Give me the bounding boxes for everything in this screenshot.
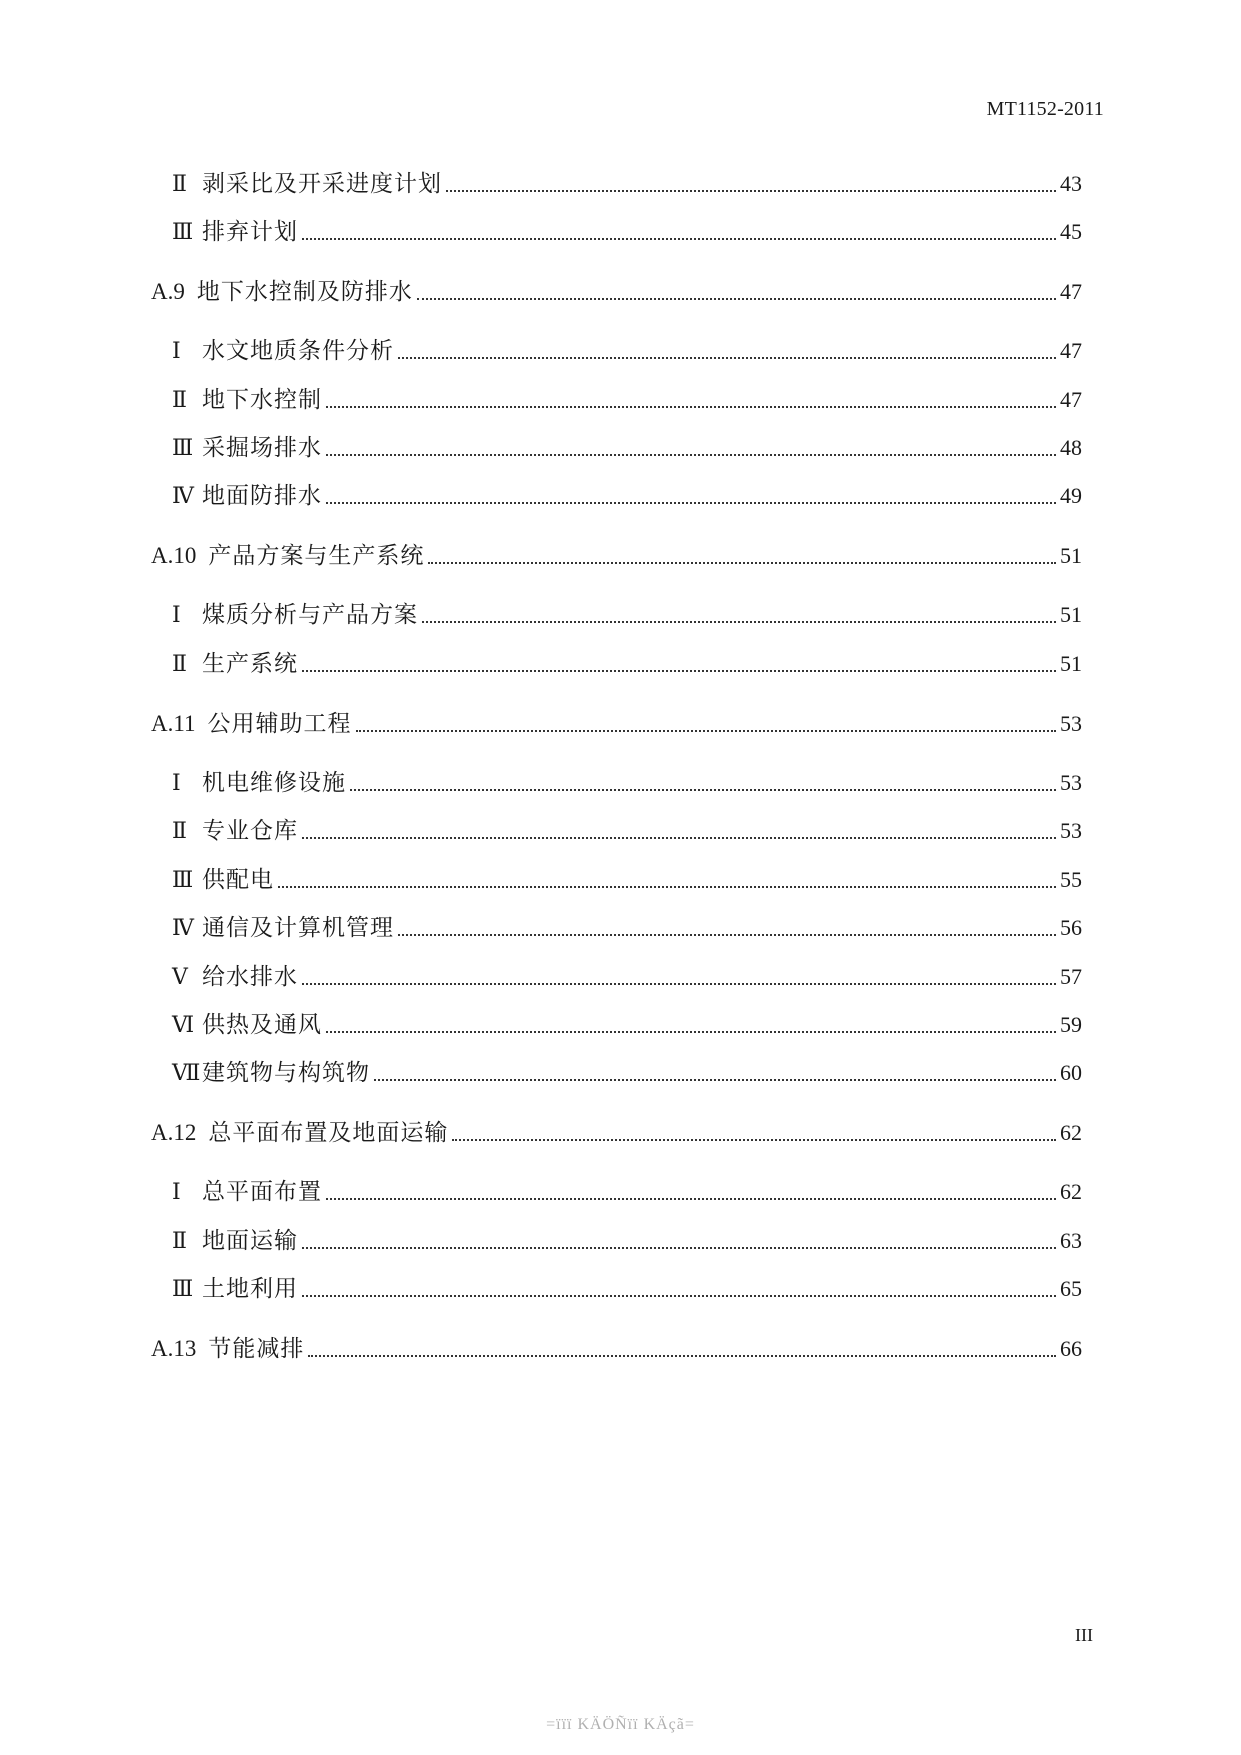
toc-entry[interactable] bbox=[151, 710, 1082, 738]
toc-entry-number: Ⅱ bbox=[172, 387, 187, 412]
toc-entry-page: 51 bbox=[1060, 651, 1082, 676]
toc-entry-title: 供配电 bbox=[202, 867, 274, 892]
toc-entry[interactable] bbox=[172, 866, 1082, 894]
toc-entry-title: 生产系统 bbox=[202, 651, 298, 676]
toc-entry-title: 煤质分析与产品方案 bbox=[202, 602, 418, 627]
toc-entry-page: 53 bbox=[1060, 711, 1082, 736]
toc-entry[interactable] bbox=[172, 434, 1082, 462]
toc-entry-number: Ⅰ bbox=[172, 1179, 181, 1204]
toc-entry-page: 60 bbox=[1060, 1060, 1082, 1085]
dot-leader bbox=[428, 562, 1056, 564]
dot-leader bbox=[308, 1355, 1056, 1357]
dot-leader bbox=[302, 983, 1056, 985]
toc-entry[interactable] bbox=[172, 1011, 1082, 1039]
toc-entry[interactable] bbox=[172, 337, 1082, 365]
toc-entry-title: 通信及计算机管理 bbox=[202, 915, 394, 940]
toc-entry-page: 47 bbox=[1060, 387, 1082, 412]
dot-leader bbox=[302, 670, 1056, 672]
toc-entry-title: 总平面布置及地面运输 bbox=[208, 1120, 449, 1145]
dot-leader bbox=[350, 789, 1056, 791]
toc-entry[interactable] bbox=[172, 218, 1082, 246]
toc-entry-title: 采掘场排水 bbox=[202, 435, 322, 460]
toc-entry-title: 产品方案与生产系统 bbox=[208, 543, 425, 568]
toc-entry-page: 55 bbox=[1060, 867, 1082, 892]
toc-entry-title: 给水排水 bbox=[202, 964, 298, 989]
toc-entry-number: Ⅰ bbox=[172, 338, 181, 363]
toc-entry-number: Ⅳ bbox=[172, 483, 194, 508]
toc-entry-number: A.11 bbox=[151, 711, 196, 736]
dot-leader bbox=[302, 238, 1056, 240]
toc-entry[interactable] bbox=[172, 650, 1082, 678]
toc-entry-number: Ⅰ bbox=[172, 770, 181, 795]
page-number: III bbox=[1075, 1625, 1093, 1645]
toc-entry-page: 62 bbox=[1060, 1120, 1082, 1145]
toc-entry[interactable] bbox=[172, 1178, 1082, 1206]
toc-entry-number: Ⅲ bbox=[172, 1276, 194, 1301]
toc-entry-number: Ⅱ bbox=[172, 818, 187, 843]
toc-entry-title: 地下水控制 bbox=[202, 387, 322, 412]
toc-entry-number: Ⅲ bbox=[172, 867, 194, 892]
toc-entry-page: 51 bbox=[1060, 602, 1082, 627]
toc-entry-page: 65 bbox=[1060, 1276, 1082, 1301]
toc-entry-page: 48 bbox=[1060, 435, 1082, 460]
dot-leader bbox=[356, 730, 1056, 732]
toc-entry-title: 供热及通风 bbox=[202, 1012, 322, 1037]
toc-entry[interactable] bbox=[172, 1227, 1082, 1255]
toc-entry-page: 53 bbox=[1060, 770, 1082, 795]
toc-entry-number: Ⅲ bbox=[172, 219, 194, 244]
toc-entry-title: 地面防排水 bbox=[202, 483, 322, 508]
dot-leader bbox=[302, 1295, 1056, 1297]
toc-entry[interactable] bbox=[172, 963, 1082, 991]
toc-entry[interactable] bbox=[151, 542, 1082, 570]
toc-entry-title: 公用辅助工程 bbox=[207, 711, 352, 736]
toc-entry[interactable] bbox=[172, 817, 1082, 845]
toc-entry-title: 建筑物与构筑物 bbox=[202, 1060, 370, 1085]
toc-entry-number: A.13 bbox=[151, 1336, 197, 1361]
toc-entry-title: 节能减排 bbox=[208, 1336, 305, 1361]
dot-leader bbox=[302, 1247, 1056, 1249]
dot-leader bbox=[452, 1139, 1056, 1141]
toc-entry-number: A.10 bbox=[151, 543, 197, 568]
dot-leader bbox=[278, 886, 1056, 888]
toc-entry-number: Ⅱ bbox=[172, 651, 187, 676]
toc-entry-page: 59 bbox=[1060, 1012, 1082, 1037]
toc-entry-title: 机电维修设施 bbox=[202, 770, 346, 795]
toc-entry[interactable] bbox=[172, 1059, 1082, 1087]
toc-entry-page: 62 bbox=[1060, 1179, 1082, 1204]
toc-entry-page: 49 bbox=[1060, 483, 1082, 508]
dot-leader bbox=[374, 1079, 1056, 1081]
dot-leader bbox=[326, 1198, 1056, 1200]
toc-entry[interactable] bbox=[172, 386, 1082, 414]
toc-entry-page: 63 bbox=[1060, 1228, 1082, 1253]
toc-entry-title: 排弃计划 bbox=[202, 219, 298, 244]
toc-entry-number: Ⅶ bbox=[172, 1060, 201, 1085]
dot-leader bbox=[326, 502, 1056, 504]
toc-entry-number: Ⅳ bbox=[172, 915, 194, 940]
toc-entry-number: Ⅴ bbox=[172, 964, 188, 989]
toc-entry-title: 专业仓库 bbox=[202, 818, 298, 843]
toc-entry[interactable] bbox=[151, 1335, 1082, 1363]
toc-entry-title: 地面运输 bbox=[202, 1228, 298, 1253]
toc-entry-page: 47 bbox=[1060, 338, 1082, 363]
dot-leader bbox=[398, 934, 1056, 936]
toc-entry-title: 水文地质条件分析 bbox=[202, 338, 394, 363]
toc-entry[interactable] bbox=[172, 482, 1082, 510]
toc-entry-page: 66 bbox=[1060, 1336, 1082, 1361]
dot-leader bbox=[326, 454, 1056, 456]
toc-entry-page: 53 bbox=[1060, 818, 1082, 843]
toc-entry-page: 56 bbox=[1060, 915, 1082, 940]
toc-entry[interactable] bbox=[172, 769, 1082, 797]
toc-entry-title: 剥采比及开采进度计划 bbox=[202, 171, 442, 196]
toc-entry-page: 45 bbox=[1060, 219, 1082, 244]
toc-entry-title: 土地利用 bbox=[202, 1276, 298, 1301]
toc-entry-number: Ⅱ bbox=[172, 1228, 187, 1253]
toc-entry-title: 总平面布置 bbox=[202, 1179, 322, 1204]
toc-entry-page: 43 bbox=[1060, 171, 1082, 196]
dot-leader bbox=[326, 406, 1056, 408]
dot-leader bbox=[302, 837, 1056, 839]
dot-leader bbox=[446, 190, 1056, 192]
toc-entry[interactable] bbox=[151, 278, 1082, 306]
toc-entry[interactable] bbox=[172, 1275, 1082, 1303]
toc-entry[interactable] bbox=[172, 914, 1082, 942]
toc-entry-number: Ⅵ bbox=[172, 1012, 195, 1037]
dot-leader bbox=[398, 357, 1056, 359]
dot-leader bbox=[417, 298, 1056, 300]
toc-entry-page: 51 bbox=[1060, 543, 1082, 568]
toc-entry-number: A.12 bbox=[151, 1120, 197, 1145]
toc-entry-number: Ⅱ bbox=[172, 171, 187, 196]
toc-entry[interactable] bbox=[172, 170, 1082, 198]
toc-entry-number: A.9 bbox=[151, 279, 185, 304]
dot-leader bbox=[422, 621, 1056, 623]
dot-leader bbox=[326, 1031, 1056, 1033]
toc-entry-title: 地下水控制及防排水 bbox=[196, 279, 413, 304]
document-code: MT1152-2011 bbox=[986, 98, 1104, 120]
toc-entry-page: 47 bbox=[1060, 279, 1082, 304]
toc-entry[interactable] bbox=[151, 1119, 1082, 1147]
watermark-text: =ïïï KÄÖÑïï KÄçã= bbox=[546, 1716, 695, 1733]
toc-entry-number: Ⅰ bbox=[172, 602, 181, 627]
toc-entry-number: Ⅲ bbox=[172, 435, 194, 460]
toc-entry-page: 57 bbox=[1060, 964, 1082, 989]
toc-entry[interactable] bbox=[172, 601, 1082, 629]
